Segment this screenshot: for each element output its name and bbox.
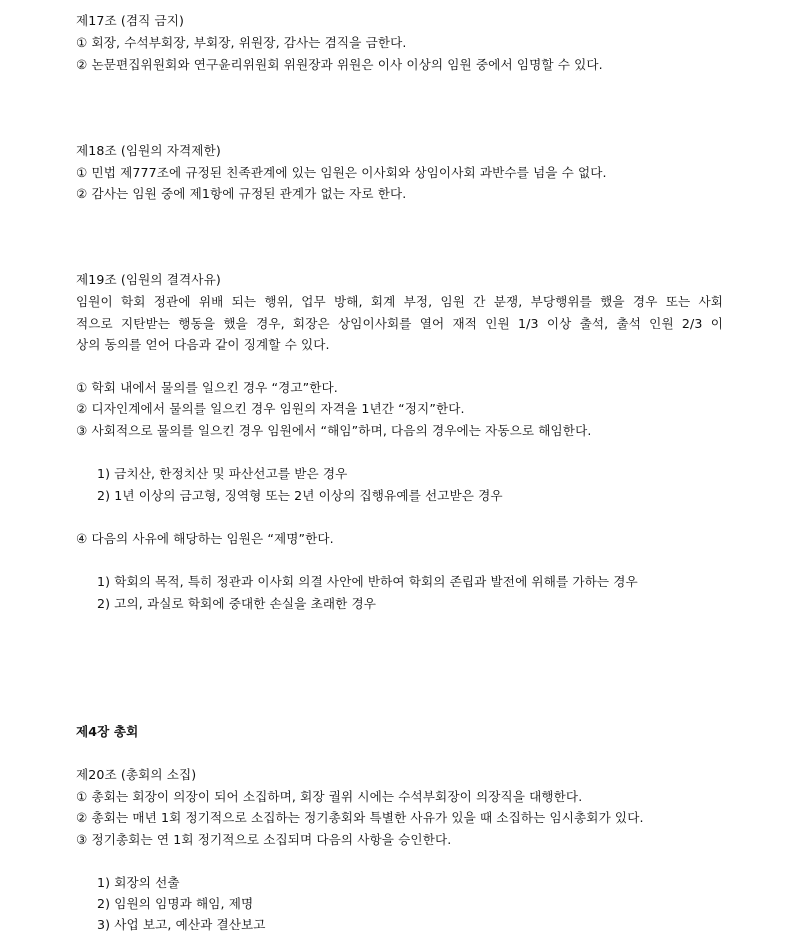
article-19-item-2: ② 디자인계에서 물의를 일으킨 경우 임원의 자격을 1년간 “정지”한다.	[76, 401, 465, 416]
article-20-item-2: ② 총회는 매년 1회 정기적으로 소집하는 정기총회와 특별한 사유가 있을 때 소집하는 임시총회가 있다.	[76, 810, 644, 825]
article-19-paragraph-line-3: 상의 동의를 얻어 다음과 같이 징계할 수 있다.	[76, 337, 330, 352]
article-20-title: 제20조 (총회의 소집)	[76, 767, 197, 782]
article-19-item-3-sub-1: 1) 금치산, 한정치산 및 파산선고를 받은 경우	[97, 466, 348, 481]
article-19-item-4-sub-2: 2) 고의, 과실로 학회에 중대한 손실을 초래한 경우	[97, 596, 376, 611]
article-17-item-1: ① 회장, 수석부회장, 부회장, 위원장, 감사는 겸직을 금한다.	[76, 35, 407, 50]
article-20-item-3: ③ 정기총회는 연 1회 정기적으로 소집되며 다음의 사항을 승인한다.	[76, 832, 452, 847]
article-19-item-3: ③ 사회적으로 물의를 일으킨 경우 임원에서 “해임”하며, 다음의 경우에는 자동으로 해임한다.	[76, 423, 592, 438]
chapter-4-heading: 제4장 총회	[76, 724, 139, 739]
article-17-item-2: ② 논문편집위원회와 연구윤리위원회 위원장과 위원은 이사 이상의 임원 중에서 임명할 수 있다.	[76, 57, 603, 72]
article-19-title: 제19조 (임원의 결격사유)	[76, 272, 221, 287]
article-18-item-2: ② 감사는 임원 중에 제1항에 규정된 관계가 없는 자로 한다.	[76, 186, 407, 201]
article-19-paragraph-line-1: 임원이 학회 정관에 위배 되는 행위, 업무 방해, 회계 부정, 임원 간 분쟁, 부당행위를 했을 경우 또는 사회	[76, 294, 723, 309]
article-20-item-1: ① 총회는 회장이 의장이 되어 소집하며, 회장 궐위 시에는 수석부회장이 의장직을 대행한다.	[76, 789, 583, 804]
article-19-paragraph-line-2: 적으로 지탄받는 행동을 했을 경우, 회장은 상임이사회를 열어 재적 인원 1/3 이상 출석, 출석 인원 2/3 이	[76, 316, 723, 331]
article-19-item-4: ④ 다음의 사유에 해당하는 임원은 “제명”한다.	[76, 531, 334, 546]
article-20-item-3-sub-2: 2) 임원의 임명과 해임, 제명	[97, 896, 254, 911]
article-19-item-1: ① 학회 내에서 물의를 일으킨 경우 “경고”한다.	[76, 380, 338, 395]
article-20-item-3-sub-1: 1) 회장의 선출	[97, 875, 180, 890]
article-19-item-4-sub-1: 1) 학회의 목적, 특히 정관과 이사회 의결 사안에 반하여 학회의 존립과 발전에 위해를 가하는 경우	[97, 574, 638, 589]
article-18-title: 제18조 (임원의 자격제한)	[76, 143, 221, 158]
article-20-item-3-sub-3: 3) 사업 보고, 예산과 결산보고	[97, 917, 266, 932]
article-18-item-1: ① 민법 제777조에 규정된 친족관계에 있는 임원은 이사회와 상임이사회 과반수를 넘을 수 없다.	[76, 165, 607, 180]
article-17-title: 제17조 (겸직 금지)	[76, 13, 185, 28]
article-19-item-3-sub-2: 2) 1년 이상의 금고형, 징역형 또는 2년 이상의 집행유예를 선고받은 경우	[97, 488, 503, 503]
